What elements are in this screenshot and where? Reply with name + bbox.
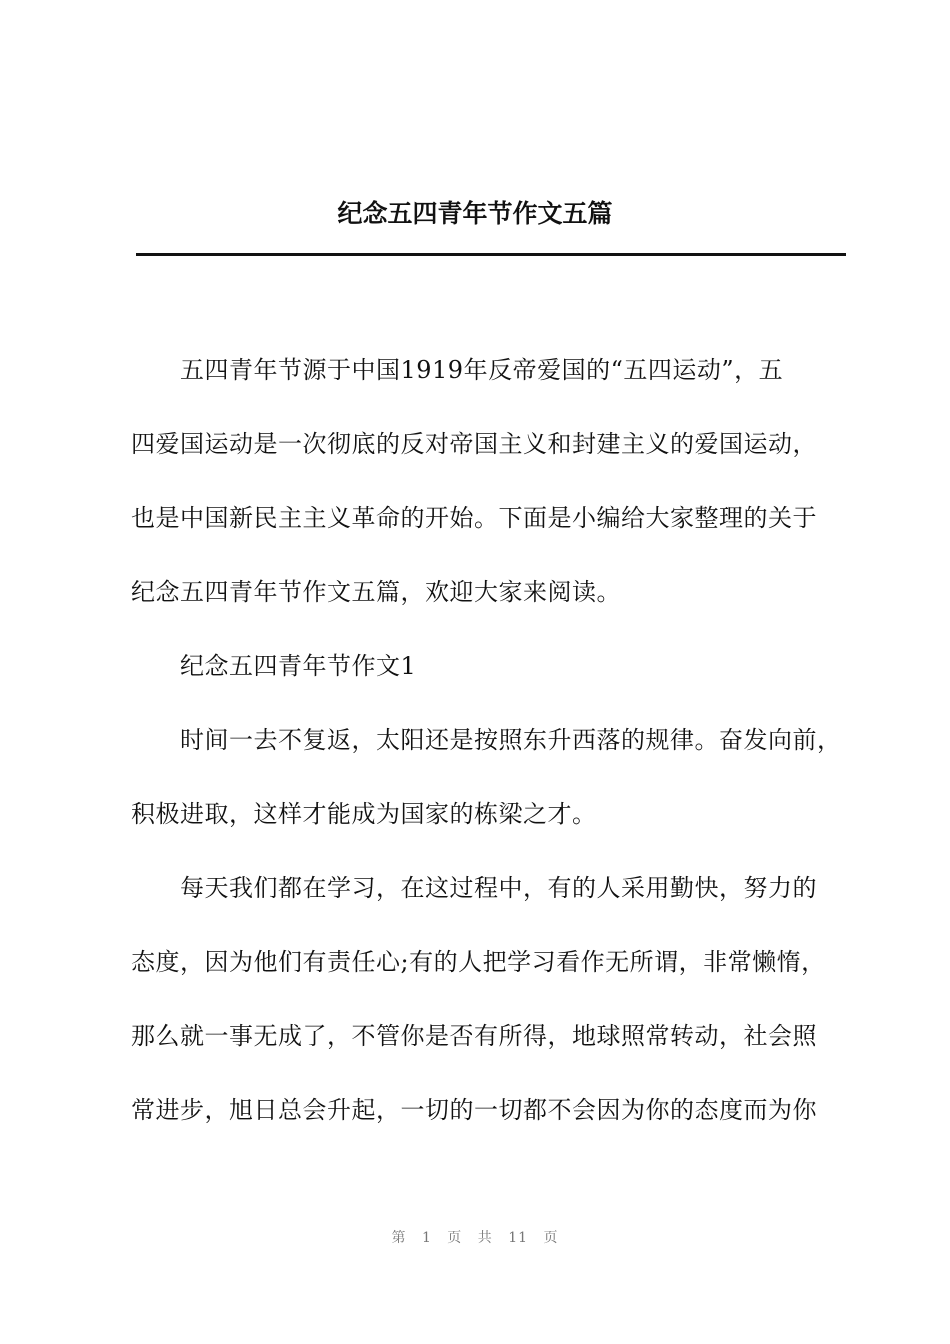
body-line: 常进步，旭日总会升起，一切的一切都不会因为你的态度而为你 — [131, 1096, 817, 1124]
body-line: 五四青年节源于中国1919年反帝爱国的“五四运动”，五 — [180, 356, 784, 384]
body-line: 每天我们都在学习，在这过程中，有的人采用勤快，努力的 — [180, 874, 817, 902]
body-line: 积极进取，这样才能成为国家的栋梁之才。 — [131, 800, 597, 828]
document-title: 纪念五四青年节作文五篇 — [337, 199, 613, 228]
title-underline — [136, 253, 846, 256]
body-line: 那么就一事无成了，不管你是否有所得，地球照常转动，社会照 — [131, 1022, 817, 1050]
body-line: 态度，因为他们有责任心;有的人把学习看作无所谓，非常懒惰， — [131, 948, 826, 976]
body-line: 纪念五四青年节作文五篇，欢迎大家来阅读。 — [131, 578, 621, 606]
section-heading: 纪念五四青年节作文1 — [180, 652, 417, 680]
body-line: 也是中国新民主主义革命的开始。下面是小编给大家整理的关于 — [131, 504, 817, 532]
body-line: 时间一去不复返，太阳还是按照东升西落的规律。奋发向前， — [180, 726, 842, 754]
page-number: 第 1 页 共 11 页 — [391, 1230, 559, 1246]
body-line: 四爱国运动是一次彻底的反对帝国主义和封建主义的爱国运动， — [131, 430, 817, 458]
